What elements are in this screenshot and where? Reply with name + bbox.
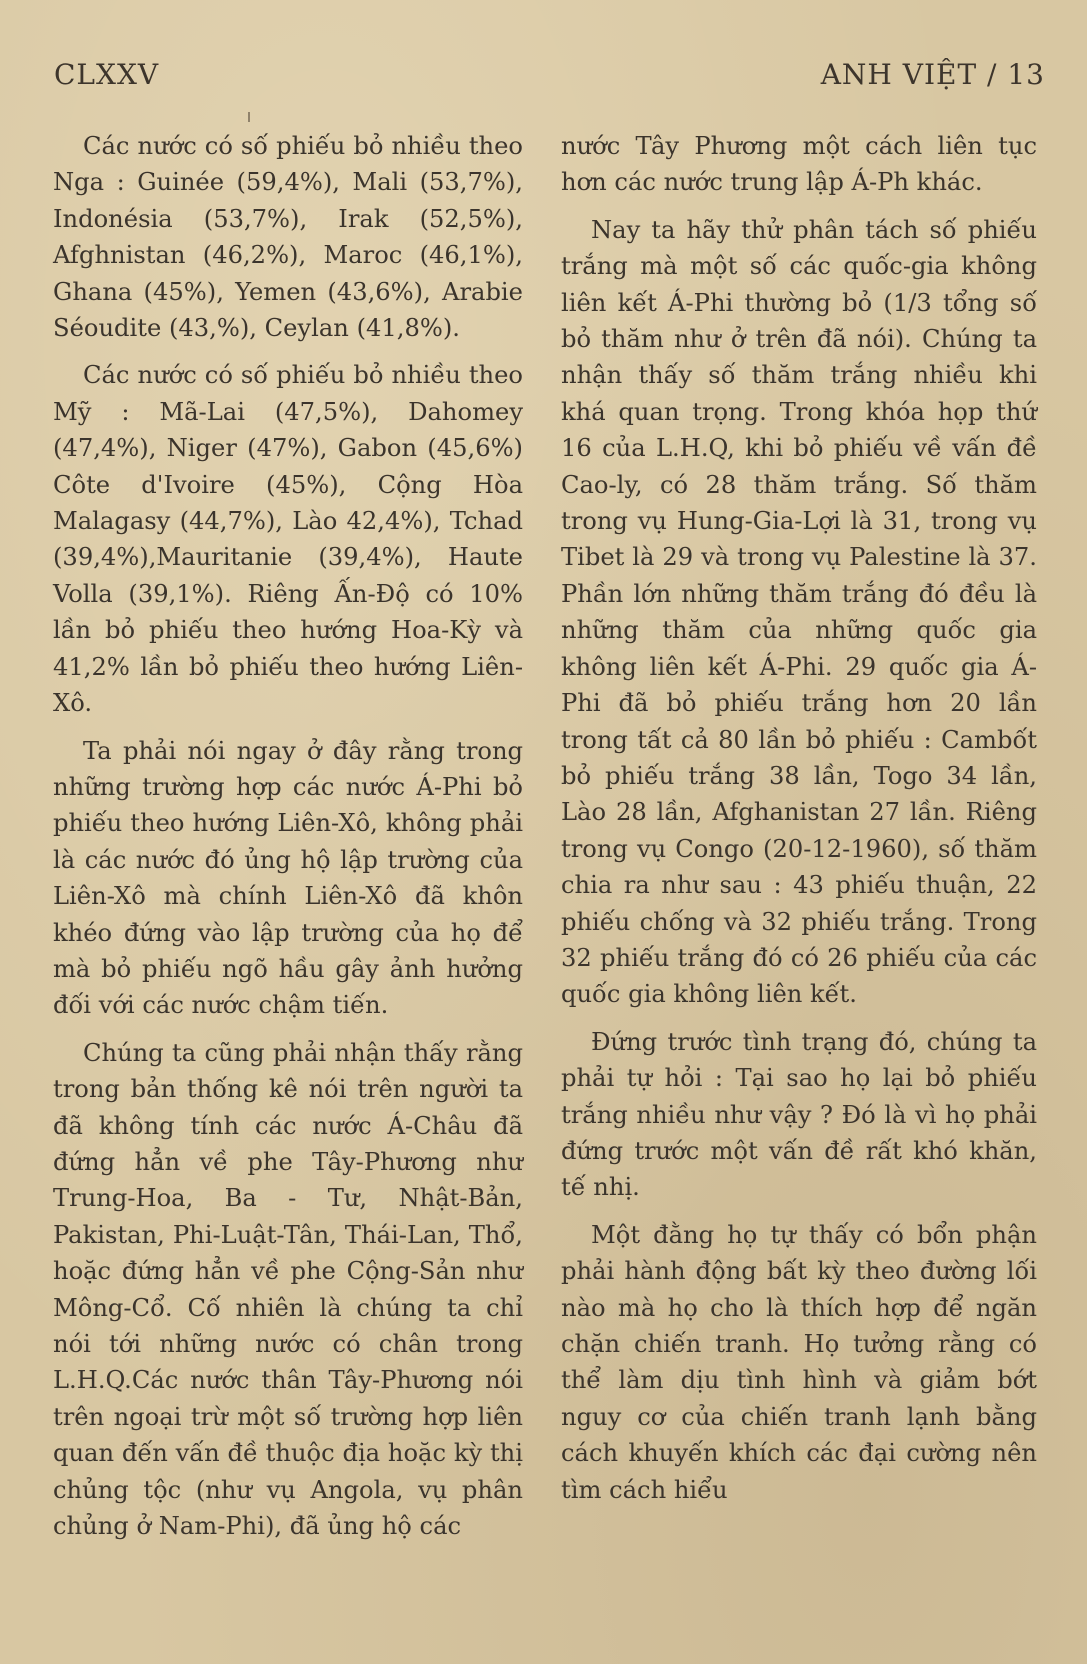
ink-mark bbox=[248, 112, 250, 122]
left-column bbox=[53, 128, 523, 1555]
running-title-page-number: ANH VIỆT / 13 bbox=[820, 58, 1045, 91]
paragraph: Các nước có số phiếu bỏ nhiều theo Mỹ : Mã-Lai (47,5%), Dahomey (47,4%), Niger (47%), Gabon (45,6%) Côte d'Ivoire (45%), Cộng Hòa Malagasy (44,7%), Lào 42,4%), Tchad (39,4%),Mauritanie (39,4%), Haute Volla (39,1%). Riêng Ấn-Độ có 10% lần bỏ phiếu theo hướng Hoa-Kỳ và 41,2% lần bỏ phiếu theo hướng Liên-Xô. bbox=[53, 361, 523, 718]
paragraph: Nay ta hãy thử phân tách số phiếu trắng mà một số các quốc-gia không liên kết Á-Phi thường bỏ (1/3 tổng số bỏ thăm như ở trên đã nói). Chúng ta nhận thấy số thăm trắng nhiều khi khá quan trọng. Trong khóa họp thứ 16 của L.H.Q, khi bỏ phiếu về vấn đề Cao-ly, có 28 thăm trắng. Số thăm trong vụ Hung-Gia-Lợi là 31, trong vụ Tibet là 29 và trong vụ Palestine là 37. Phần lớn những thăm trắng đó đều là những thăm của những quốc gia không liên kết Á-Phi. 29 quốc gia Á-Phi đã bỏ phiếu trắng hơn 20 lần trong tất cả 80 lần bỏ phiếu : Cambốt bỏ phiếu trắng 38 lần, Togo 34 lần, Lào 28 lần, Afghanistan 27 lần. Riêng trong vụ Congo (20-12-1960), số thăm chia ra như sau : 43 phiếu thuận, 22 phiếu chống và 32 phiếu trắng. Trong 32 phiếu trắng đó có 26 phiếu của các quốc gia không liên kết. bbox=[561, 215, 1037, 1009]
paragraph: Ta phải nói ngay ở đây rằng trong những trường hợp các nước Á-Phi bỏ phiếu theo hướng Liên-Xô, không phải là các nước đó ủng hộ lập trường của Liên-Xô mà chính Liên-Xô đã khôn khéo đứng vào lập trường của họ để mà bỏ phiếu ngõ hầu gây ảnh hưởng đối với các nước chậm tiến. bbox=[53, 736, 523, 1020]
paragraph-continuation: nước Tây Phương một cách liên tục hơn các nước trung lập Á-Ph khác. bbox=[561, 132, 1037, 197]
paragraph: Đứng trước tình trạng đó, chúng ta phải tự hỏi : Tại sao họ lại bỏ phiếu trắng nhiều như vậy ? Đó là vì họ phải đứng trước một vấn đề rất khó khăn, tế nhị. bbox=[561, 1027, 1037, 1202]
right-column bbox=[561, 128, 1037, 1519]
chapter-number: CLXXV bbox=[54, 58, 160, 91]
page-header bbox=[54, 58, 1045, 98]
paragraph: Các nước có số phiếu bỏ nhiều theo Nga : Guinée (59,4%), Mali (53,7%), Indonésia (53,7%), Irak (52,5%), Afghnistan (46,2%), Maroc (46,1%), Ghana (45%), Yemen (43,6%), Arabie Séoudite (43,%), Ceylan (41,8%). bbox=[53, 132, 523, 343]
paragraph: Một đằng họ tự thấy có bổn phận phải hành động bất kỳ theo đường lối nào mà họ cho là thích hợp để ngăn chặn chiến tranh. Họ tưởng rằng có thể làm dịu tình hình và giảm bớt nguy cơ của chiến tranh lạnh bằng cách khuyến khích các đại cường nên tìm cách hiểu bbox=[561, 1220, 1037, 1504]
paragraph: Chúng ta cũng phải nhận thấy rằng trong bản thống kê nói trên người ta đã không tính các nước Á-Châu đã đứng hẳn về phe Tây-Phương như Trung-Hoa, Ba - Tư, Nhật-Bản, Pakistan, Phi-Luật-Tân, Thái-Lan, Thổ, hoặc đứng hẳn về phe Cộng-Sản như Mông-Cổ. Cố nhiên là chúng ta chỉ nói tới những nước có chân trong L.H.Q.Các nước thân Tây-Phương nói trên ngoại trừ một số trường hợp liên quan đến vấn đề thuộc địa hoặc kỳ thị chủng tộc (như vụ Angola, vụ phân chủng ở Nam-Phi), đã ủng hộ các bbox=[53, 1038, 523, 1541]
